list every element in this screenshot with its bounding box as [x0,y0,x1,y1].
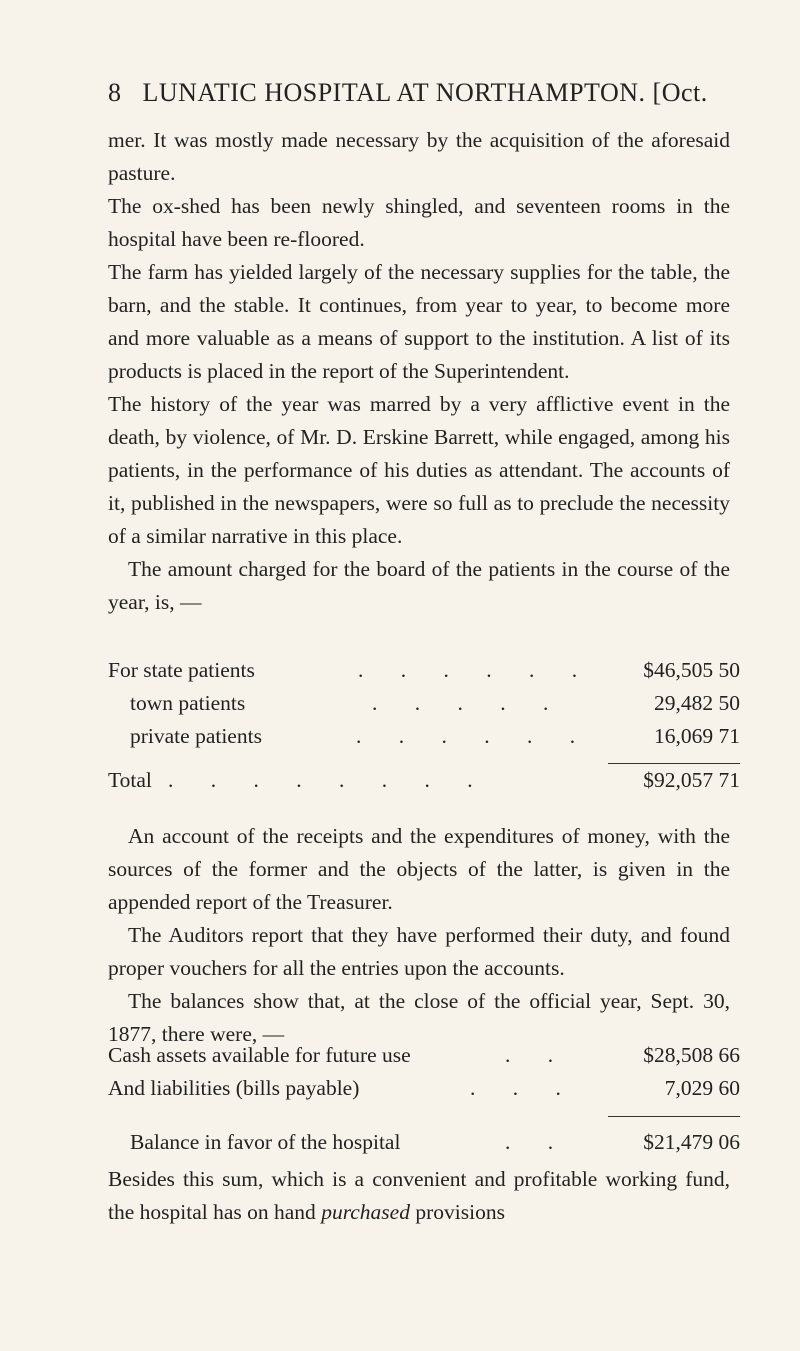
paragraph: mer. It was mostly made necessary by the acquisition of the aforesaid pasture. [108,128,730,185]
page-number: 8 [108,78,122,107]
balance-row-label: Cash assets available for future use [108,1043,411,1067]
board-row-amount: 16,069 71 [654,724,740,748]
sum-rule [608,1116,740,1117]
paragraph: The history of the year was marred by a very afflictive event in the death, by violence, of Mr. D. Erskine Barrett, while engaged, among his patients, in the performance of his duties as attendant. The accounts of it, published in the newspapers, were so full as to preclude the necessity of a similar narrative in this place. [108,392,730,548]
leader-dots: . . . . . . [356,724,592,748]
header-title: LUNATIC HOSPITAL AT NORTHAMPTON. [142,78,646,107]
sum-rule [608,763,740,764]
header-month: [Oct. [652,78,708,107]
paragraph: The balances show that, at the close of the official year, Sept. 30, 1877, there were, — [108,989,730,1046]
paragraph: The amount charged for the board of the patients in the course of the year, is, — [108,557,730,614]
closing-text-end: provisions [409,1200,505,1224]
board-row-amount: $46,505 50 [643,658,740,682]
balance-row-label: And liabilities (bills payable) [108,1076,360,1100]
balance-total-label: Balance in favor of the hospital [130,1130,401,1154]
paragraph: The farm has yielded largely of the necessary supplies for the table, the barn, and the stable. It continues, from year to year, to become more and more valuable as a means of support to the institution. A list of its products is placed in the report of the Superintendent. [108,260,730,383]
leader-dots: . . [505,1043,570,1067]
leader-dots: . . [505,1130,570,1154]
board-row-label: private patients [130,724,262,748]
balance-row-amount: 7,029 60 [664,1076,740,1100]
balance-row-amount: $28,508 66 [643,1043,740,1067]
board-row-label: town patients [130,691,246,715]
paragraph: An account of the receipts and the expenditures of money, with the sources of the former and the objects of the latter, is given in the appended report of the Treasurer. [108,824,730,914]
body-section-closing [108,1163,730,1229]
body-section-farm [108,124,730,553]
emphasis-purchased: purchased [321,1200,410,1224]
balance-total-amount: $21,479 06 [643,1130,740,1154]
leader-dots: . . . [470,1076,577,1100]
leader-dots: . . . . . . [358,658,594,682]
leader-dots: . . . . . [372,691,565,715]
leader-dots: . . . . . . . . [168,768,489,792]
board-row-label: For state patients [108,658,255,682]
board-row-amount: 29,482 50 [654,691,740,715]
board-total-label: Total [108,768,152,792]
body-section-accounts [108,820,730,1051]
board-total-amount: $92,057 71 [643,768,740,792]
paragraph: The Auditors report that they have performed their duty, and found proper vouchers for all the entries upon the accounts. [108,923,730,980]
paragraph: The ox-shed has been newly shingled, and seventeen rooms in the hospital have been re-floored. [108,194,730,251]
paragraph [108,1163,730,1229]
running-header [108,78,708,108]
closing-text: Besides this sum, which is a convenient and profitable working fund, the hospital has on hand [108,1167,730,1224]
body-section-board [108,553,730,619]
